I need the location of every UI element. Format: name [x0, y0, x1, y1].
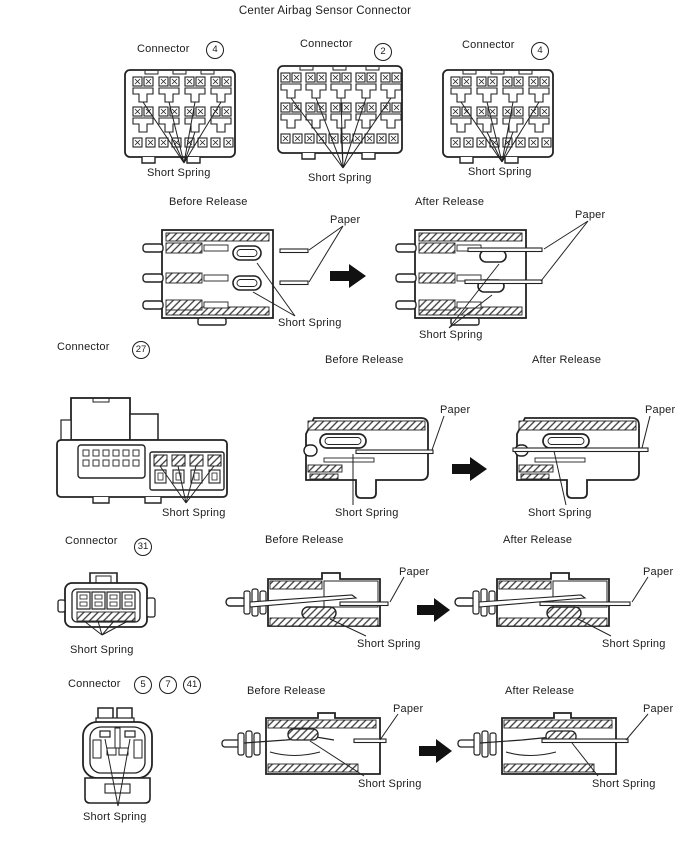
- paper-strip-round-before: [354, 739, 386, 743]
- diagram-title: Center Airbag Sensor Connector: [238, 5, 412, 17]
- arrow-row3: [452, 457, 487, 481]
- paper-label-round-before: Paper: [393, 703, 424, 715]
- connector-front-top-left: [125, 70, 235, 163]
- paper-strip-27-after: [513, 448, 648, 452]
- paper-leader-31-after: [632, 577, 648, 602]
- paper-leader-round-before: [380, 714, 398, 740]
- release-figure-row2-after: [396, 230, 526, 325]
- paper-strip-31-after: [540, 602, 630, 606]
- short-spring-label-top-left: Short Spring: [147, 167, 211, 179]
- after-release-heading-27: After Release: [532, 354, 602, 366]
- after-release-heading-round: After Release: [505, 685, 575, 697]
- paper-strip-27-before: [356, 450, 433, 454]
- short-spring-label-round-before: Short Spring: [358, 778, 422, 790]
- paper-label-27-before: Paper: [440, 404, 471, 416]
- connector-label-top-left: Connector: [137, 43, 190, 55]
- connector-front-top-middle: [278, 66, 402, 159]
- connector-number-badge-41: 41: [183, 676, 201, 694]
- paper-leader-27-before: [432, 416, 444, 450]
- after-release-heading-31: After Release: [503, 534, 573, 546]
- paper-strip-row2-before-top: [280, 249, 308, 253]
- arrow-row5: [419, 739, 452, 763]
- short-spring-label-31-after: Short Spring: [602, 638, 666, 650]
- short-spring-label-row2-before: Short Spring: [278, 317, 342, 329]
- paper-strip-round-after: [542, 739, 628, 743]
- connector-count-badge-top-middle: 2: [374, 43, 392, 61]
- release-figure-31-before: [226, 573, 380, 626]
- connector-number-badge-27: 27: [132, 341, 150, 359]
- connector-label-31: Connector: [65, 535, 118, 547]
- arrow-row2: [330, 264, 366, 288]
- paper-label-row2-before: Paper: [330, 214, 361, 226]
- connector-5-7-41-front: [83, 708, 152, 803]
- connector-number-badge-5: 5: [134, 676, 152, 694]
- release-figure-27-after: [515, 418, 639, 498]
- connector-count-badge-top-left: 4: [206, 41, 224, 59]
- paper-label-31-after: Paper: [643, 566, 674, 578]
- before-release-heading-row2: Before Release: [169, 196, 248, 208]
- release-figure-round-before: [222, 713, 380, 774]
- short-spring-label-27-after: Short Spring: [528, 507, 592, 519]
- connector-label-top-middle: Connector: [300, 38, 353, 50]
- short-spring-label-27-front: Short Spring: [162, 507, 226, 519]
- paper-strip-31-before: [340, 602, 388, 606]
- paper-leader-31-before: [390, 577, 404, 602]
- paper-strip-row2-after-top: [468, 248, 542, 252]
- connector-number-badge-7: 7: [159, 676, 177, 694]
- connector-number-badge-31: 31: [134, 538, 152, 556]
- release-figure-row2-before: [143, 230, 273, 325]
- paper-leader-round-after: [626, 714, 648, 740]
- paper-label-27-after: Paper: [645, 404, 676, 416]
- after-release-heading-row2: After Release: [415, 196, 485, 208]
- paper-strip-row2-after-bottom: [465, 280, 542, 284]
- arrow-row4: [417, 598, 450, 622]
- connector-label-5-7-41: Connector: [68, 678, 121, 690]
- before-release-heading-27: Before Release: [325, 354, 404, 366]
- short-spring-label-27-before: Short Spring: [335, 507, 399, 519]
- release-figure-27-before: [304, 418, 428, 498]
- connector-label-top-right: Connector: [462, 39, 515, 51]
- short-spring-label-round-front: Short Spring: [83, 811, 147, 823]
- paper-label-row2-after: Paper: [575, 209, 606, 221]
- connector-front-top-right: [443, 70, 553, 163]
- short-spring-label-round-after: Short Spring: [592, 778, 656, 790]
- release-figure-round-after: [458, 713, 616, 774]
- paper-leader-27-after: [642, 416, 650, 448]
- before-release-heading-round: Before Release: [247, 685, 326, 697]
- connector-31-front: [58, 573, 155, 627]
- short-spring-label-31-front: Short Spring: [70, 644, 134, 656]
- paper-strip-row2-before-bottom: [280, 281, 308, 285]
- short-spring-label-row2-after: Short Spring: [419, 329, 483, 341]
- before-release-heading-31: Before Release: [265, 534, 344, 546]
- release-figure-31-after: [455, 573, 609, 626]
- paper-leaders-row2-after: [541, 221, 588, 281]
- short-spring-label-top-middle: Short Spring: [308, 172, 372, 184]
- short-spring-label-31-before: Short Spring: [357, 638, 421, 650]
- connector-label-27: Connector: [57, 341, 110, 353]
- connector-count-badge-top-right: 4: [531, 42, 549, 60]
- paper-label-31-before: Paper: [399, 566, 430, 578]
- connector-27-front: [57, 398, 227, 503]
- paper-label-round-after: Paper: [643, 703, 674, 715]
- short-spring-label-top-right: Short Spring: [468, 166, 532, 178]
